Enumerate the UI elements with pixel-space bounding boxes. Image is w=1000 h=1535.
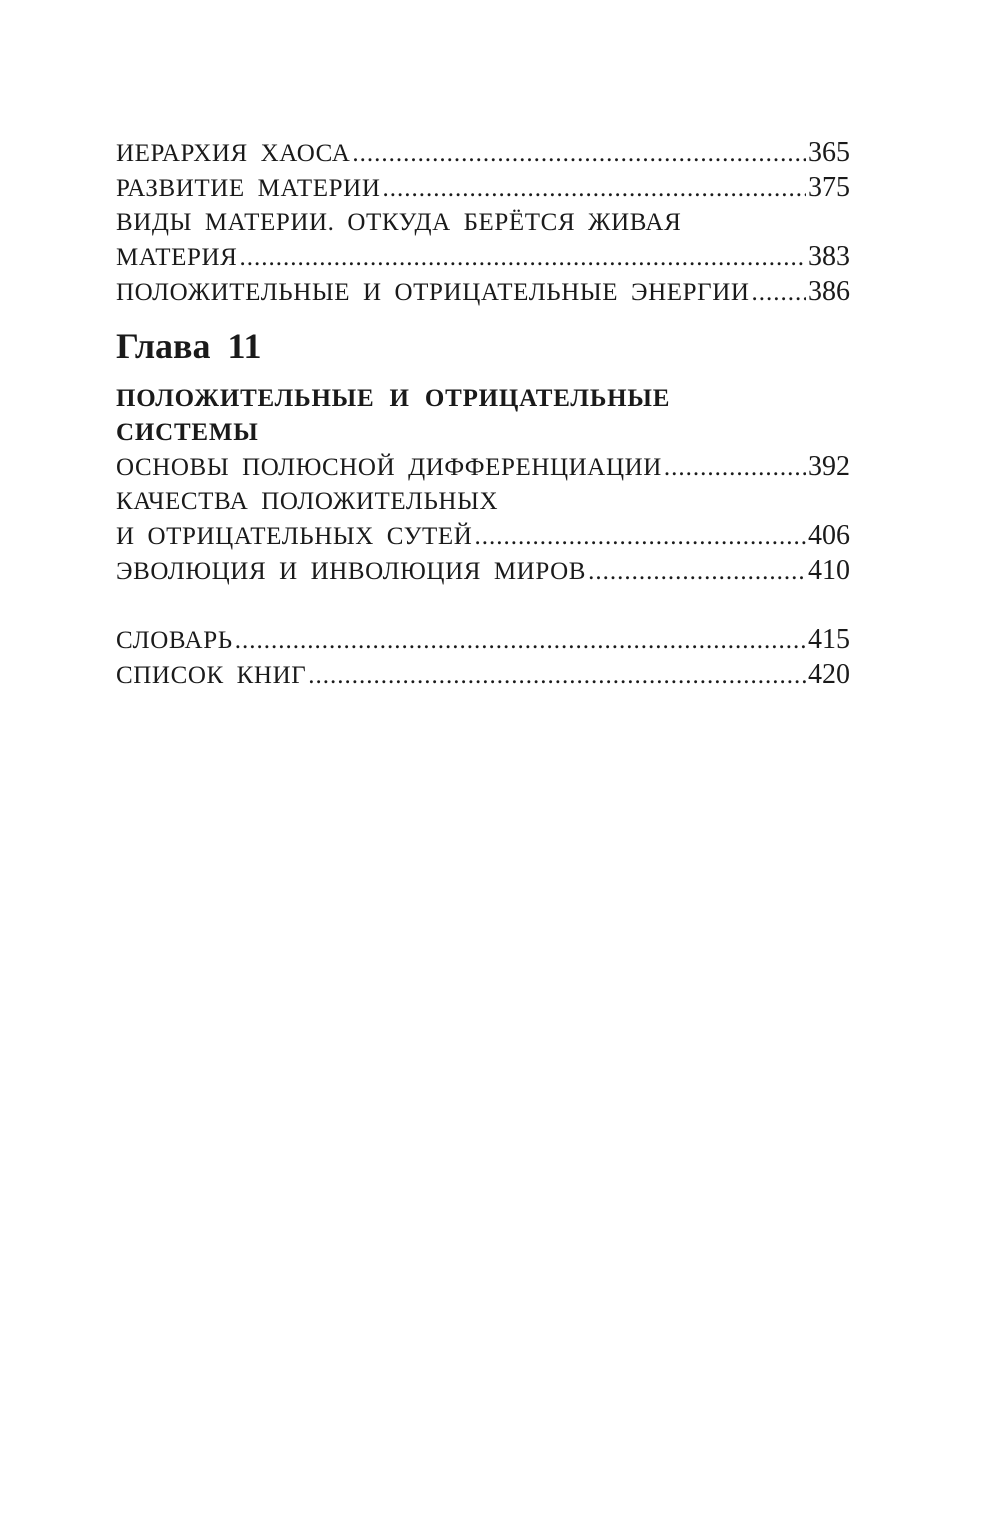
- toc-page-number: 365: [808, 137, 850, 168]
- toc-entry-title: ОСНОВЫ ПОЛЮСНОЙ ДИФФЕРЕНЦИАЦИИ: [116, 454, 662, 481]
- toc-page-number: 375: [808, 172, 850, 203]
- toc-entry[interactable]: [116, 136, 850, 171]
- toc-page-number: 415: [808, 624, 850, 655]
- toc-entry-title-line1: КАЧЕСТВА ПОЛОЖИТЕЛЬНЫХ: [116, 488, 499, 515]
- toc-entry-title: ПОЛОЖИТЕЛЬНЫЕ И ОТРИЦАТЕЛЬНЫЕ ЭНЕРГИИ: [116, 279, 750, 306]
- chapter-subtitle-line1: ПОЛОЖИТЕЛЬНЫЕ И ОТРИЦАТЕЛЬНЫЕ: [116, 385, 671, 412]
- toc-page-number: 406: [808, 520, 850, 551]
- toc-entry-multiline[interactable]: [116, 485, 850, 554]
- toc-entry-title: СПИСОК КНИГ: [116, 662, 307, 689]
- toc-entry-title: МАТЕРИЯ: [116, 244, 238, 271]
- toc-entry-title: РАЗВИТИЕ МАТЕРИИ: [116, 175, 381, 202]
- toc-entry-title: И ОТРИЦАТЕЛЬНЫХ СУТЕЙ: [116, 523, 473, 550]
- dot-leader: [352, 137, 806, 171]
- toc-page-number: 410: [808, 555, 850, 586]
- toc-entry[interactable]: [116, 171, 850, 206]
- toc-entry-title: СЛОВАРЬ: [116, 627, 233, 654]
- dot-leader: [664, 451, 806, 485]
- spacer: [116, 589, 850, 623]
- chapter-heading: Глава 11: [116, 326, 262, 366]
- dot-leader: [235, 624, 806, 658]
- toc-entry-book-list[interactable]: [116, 658, 850, 693]
- dot-leader: [752, 276, 807, 310]
- toc-entry[interactable]: [116, 554, 850, 589]
- toc-entry-glossary[interactable]: [116, 623, 850, 658]
- toc-entry-title: ИЕРАРХИЯ ХАОСА: [116, 140, 351, 167]
- chapter-subtitle-line2: СИСТЕМЫ: [116, 419, 259, 446]
- toc-page-number: 392: [808, 451, 850, 482]
- toc-entry[interactable]: [116, 275, 850, 310]
- toc-entry[interactable]: [116, 450, 850, 485]
- dot-leader: [588, 555, 806, 589]
- dot-leader: [474, 520, 806, 554]
- toc-page-number: 386: [808, 276, 850, 307]
- toc-page-number: 383: [808, 241, 850, 272]
- dot-leader: [382, 172, 806, 206]
- table-of-contents: [116, 136, 850, 693]
- dot-leader: [239, 241, 806, 275]
- toc-page-number: 420: [808, 659, 850, 690]
- toc-entry-title-line1: ВИДЫ МАТЕРИИ. ОТКУДА БЕРЁТСЯ ЖИВАЯ: [116, 209, 682, 236]
- dot-leader: [308, 659, 806, 693]
- toc-entry-title: ЭВОЛЮЦИЯ И ИНВОЛЮЦИЯ МИРОВ: [116, 558, 587, 585]
- toc-entry-multiline[interactable]: [116, 206, 850, 275]
